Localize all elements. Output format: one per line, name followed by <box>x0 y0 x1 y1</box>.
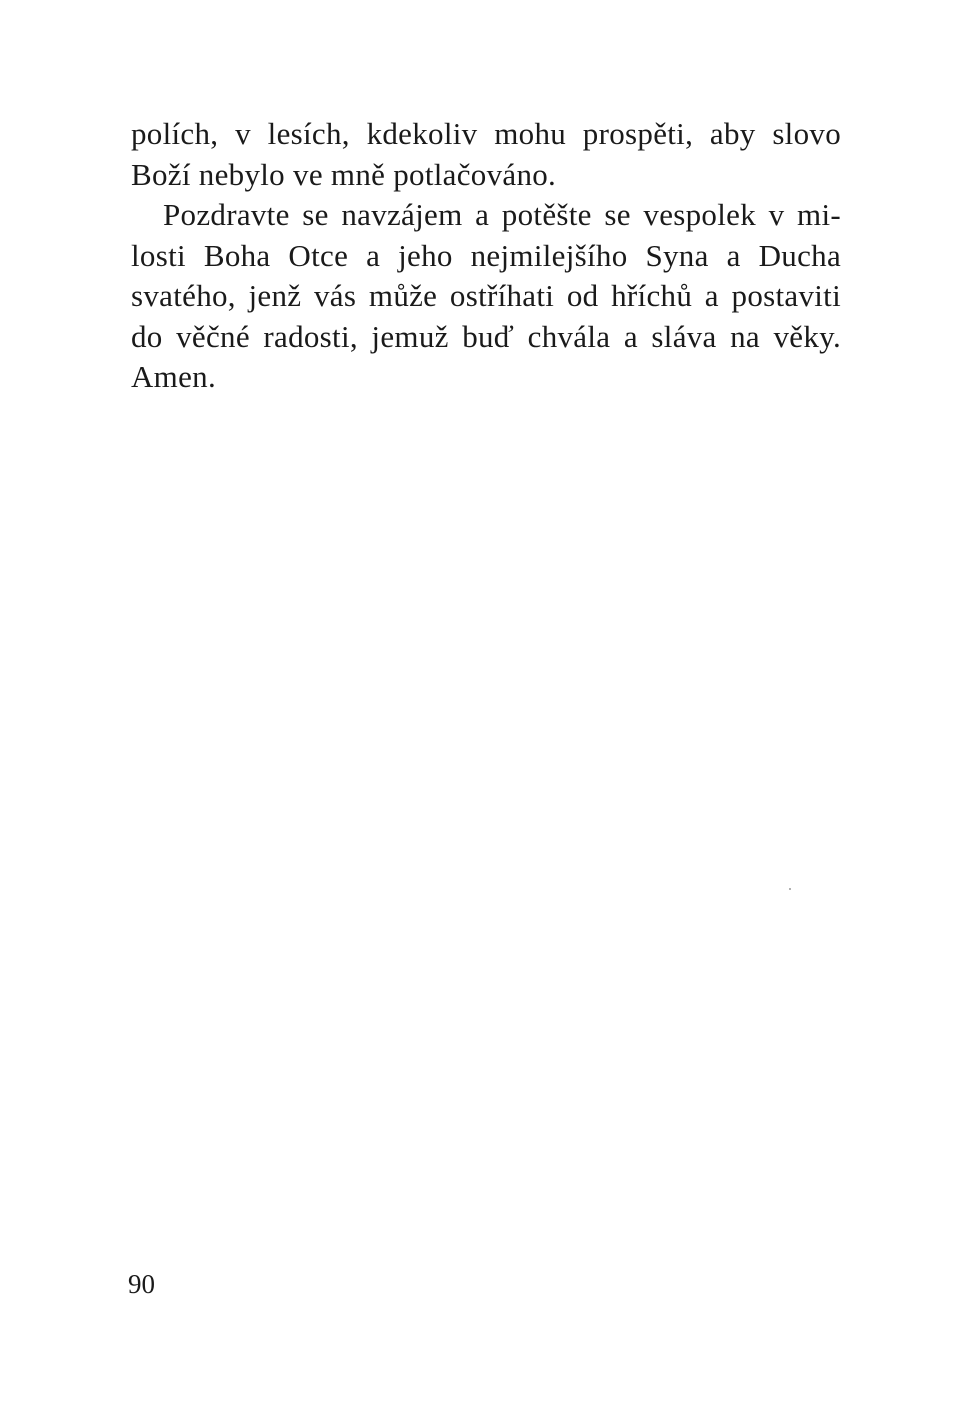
body-text <box>131 114 841 398</box>
text-line-6: do věčné radosti, jemuž buď chvála a sláva na věky. <box>131 318 841 354</box>
scan-speck <box>789 888 791 890</box>
text-line-1: polích, v lesích, kdekoliv mohu prospěti, aby slovo <box>131 116 841 151</box>
text-line-5: svatého, jenž vás může ostříhati od hříchů a postaviti <box>131 278 841 313</box>
page-number: 90 <box>128 1269 155 1299</box>
text-line-7: Amen. <box>131 359 217 394</box>
text-line-3: Pozdravte se navzájem a potěšte se vespolek v mi- <box>163 197 841 232</box>
text-line-4: losti Boha Otce a jeho nejmilejšího Syna a Ducha <box>131 237 841 273</box>
text-line-2: Boží nebylo ve mně potlačováno. <box>131 156 557 192</box>
